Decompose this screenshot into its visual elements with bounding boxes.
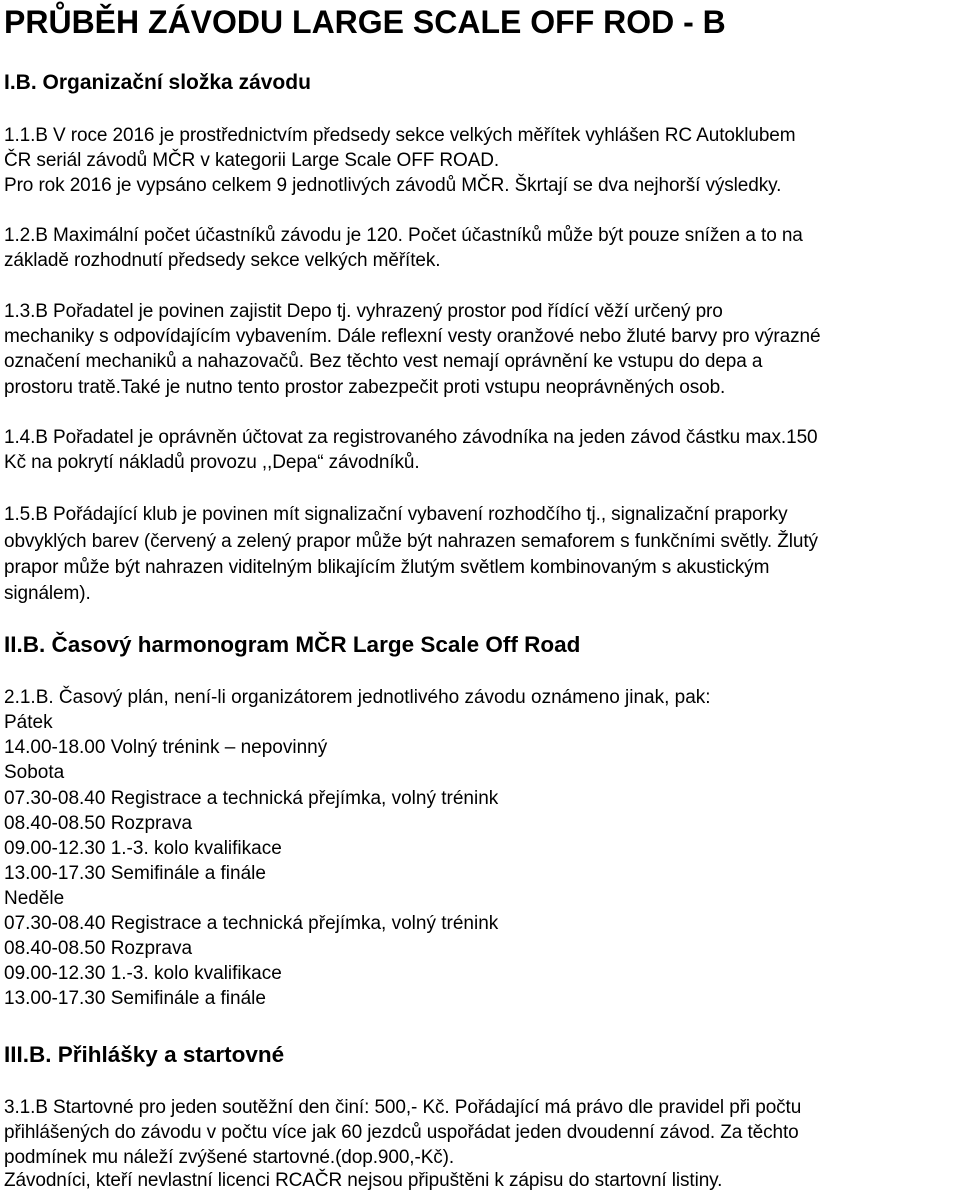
paragraph-line: obvyklých barev (červený a zelený prapor může být nahrazen semaforem s funkčními světly. Žlutý [4, 531, 818, 552]
paragraph-line: základě rozhodnutí předsedy sekce velkých měřítek. [4, 250, 441, 271]
paragraph-line: přihlášených do závodu v počtu více jak 60 jezdců uspořádat jeden dvoudenní závod. Za těchto [4, 1122, 799, 1143]
schedule-day: Neděle [4, 888, 65, 909]
paragraph-line: 1.3.B Pořadatel je povinen zajistit Depo tj. vyhrazený prostor pod řídící věží určený pro [4, 301, 723, 322]
schedule-line: 08.40-08.50 Rozprava [4, 813, 193, 834]
schedule-line: 13.00-17.30 Semifinále a finále [4, 863, 266, 884]
paragraph-line: 1.5.B Pořádající klub je povinen mít signalizační vybavení rozhodčího tj., signalizační praporky [4, 504, 788, 525]
paragraph-line: 1.4.B Pořadatel je oprávněn účtovat za registrovaného závodníka na jeden závod částku max.150 [4, 427, 818, 448]
schedule-day: Pátek [4, 712, 53, 733]
schedule-day: Sobota [4, 762, 65, 783]
paragraph-line: Závodníci, kteří nevlastní licenci RCAČR nejsou připuštěni k zápisu do startovní listiny. [4, 1170, 723, 1191]
schedule-line: 14.00-18.00 Volný trénink – nepovinný [4, 737, 328, 758]
section-heading-schedule: II.B. Časový harmonogram MČR Large Scale Off Road [4, 632, 581, 657]
paragraph-line: Kč na pokrytí nákladů provozu ,,Depa“ závodníků. [4, 452, 420, 473]
paragraph-line: prapor může být nahrazen viditelným blikajícím žlutým světlem kombinovaným s akustickým [4, 557, 770, 578]
paragraph-line: mechaniky s odpovídajícím vybavením. Dále reflexní vesty oranžové nebo žluté barvy pro výrazné [4, 326, 821, 347]
paragraph-line: 1.2.B Maximální počet účastníků závodu je 120. Počet účastníků může být pouze snížen a to na [4, 225, 803, 246]
paragraph-line: 3.1.B Startovné pro jeden soutěžní den činí: 500,- Kč. Pořádající má právo dle pravidel při počtu [4, 1097, 802, 1118]
schedule-line: 13.00-17.30 Semifinále a finále [4, 988, 266, 1009]
schedule-line: 09.00-12.30 1.-3. kolo kvalifikace [4, 838, 282, 859]
schedule-line: 08.40-08.50 Rozprava [4, 938, 193, 959]
document-title: PRŮBĚH ZÁVODU LARGE SCALE OFF ROD - B [4, 4, 726, 40]
paragraph-line: Pro rok 2016 je vypsáno celkem 9 jednotlivých závodů MČR. Škrtají se dva nejhorší výsledky. [4, 175, 782, 196]
schedule-line: 07.30-08.40 Registrace a technická přejímka, volný trénink [4, 913, 499, 934]
paragraph-line: ČR seriál závodů MČR v kategorii Large Scale OFF ROAD. [4, 150, 500, 171]
paragraph-line: označení mechaniků a nahazovačů. Bez těchto vest nemají oprávnění ke vstupu do depa a [4, 351, 763, 372]
paragraph-line: podmínek mu náleží zvýšené startovné.(dop.900,-Kč). [4, 1147, 455, 1168]
schedule-line: 2.1.B. Časový plán, není-li organizátorem jednotlivého závodu oznámeno jinak, pak: [4, 687, 711, 708]
section-heading-organization: I.B. Organizační složka závodu [4, 71, 311, 94]
section-heading-registration: III.B. Přihlášky a startovné [4, 1042, 285, 1067]
paragraph-line: 1.1.B V roce 2016 je prostřednictvím předsedy sekce velkých měřítek vyhlášen RC Autoklubem [4, 125, 796, 146]
schedule-line: 07.30-08.40 Registrace a technická přejímka, volný trénink [4, 788, 499, 809]
paragraph-line: signálem). [4, 583, 91, 604]
schedule-line: 09.00-12.30 1.-3. kolo kvalifikace [4, 963, 282, 984]
paragraph-line: prostoru tratě.Také je nutno tento prostor zabezpečit proti vstupu neoprávněných osob. [4, 377, 726, 398]
